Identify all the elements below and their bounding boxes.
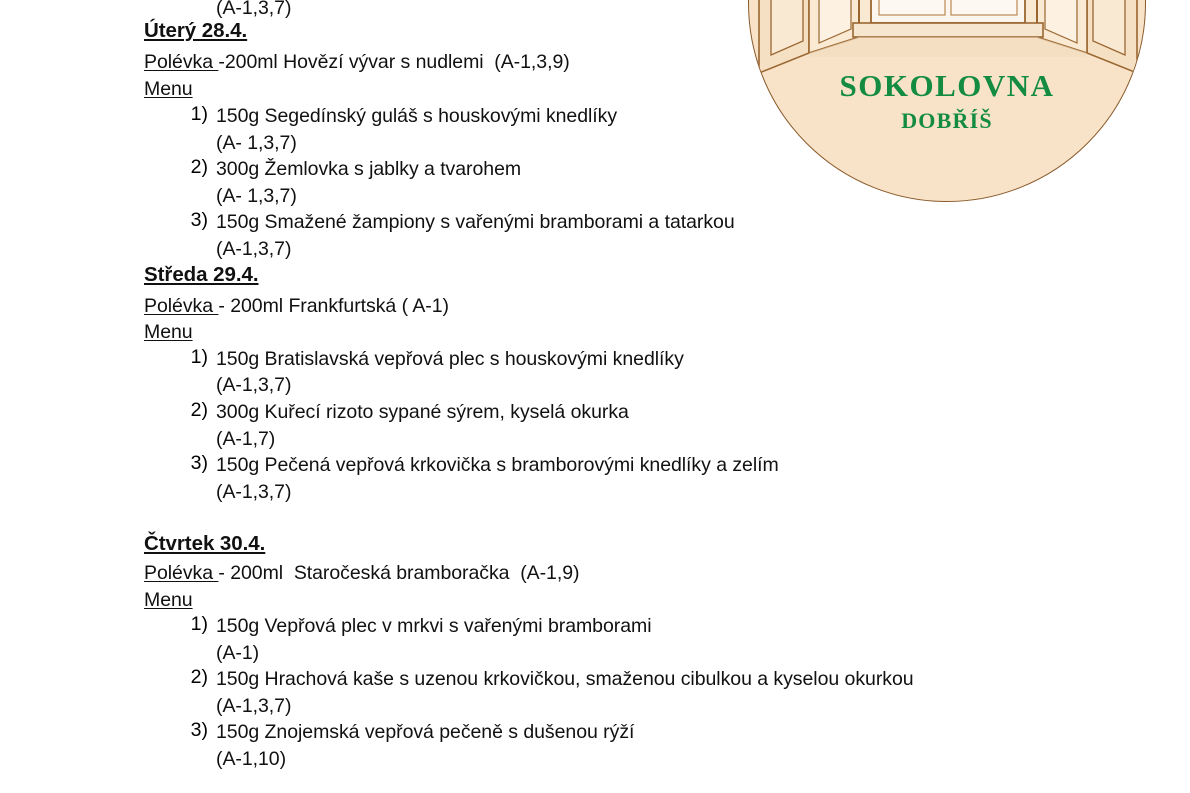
item-number: 3)	[190, 452, 208, 474]
item-number: 3)	[190, 719, 208, 741]
item-name: 150g Smažené žampiony s vařenými bramborami a tatarkou	[216, 211, 735, 233]
menu-label: Menu	[144, 589, 193, 611]
item-allergens: (A-1,3,7)	[216, 238, 292, 260]
item-name: 150g Pečená vepřová krkovička s bramborovými knedlíky a zelím	[216, 454, 779, 476]
soup-label: Polévka	[144, 295, 219, 317]
item-name: 150g Bratislavská vepřová plec s houskovými knedlíky	[216, 348, 684, 370]
item-name: 150g Hrachová kaše s uzenou krkovičkou, smaženou cibulkou a kyselou okurkou	[216, 668, 914, 690]
item-number: 1)	[190, 103, 208, 125]
item-name: 150g Vepřová plec v mrkvi s vařenými bramborami	[216, 615, 652, 637]
item-name: 150g Znojemská vepřová pečeně s dušenou rýží	[216, 721, 635, 743]
menu-label: Menu	[144, 78, 193, 100]
item-allergens: (A- 1,3,7)	[216, 132, 297, 154]
soup-text: - 200ml Frankfurtská ( A-1)	[218, 295, 449, 317]
soup-label: Polévka	[144, 51, 219, 73]
soup-text: -200ml Hovězí vývar s nudlemi (A-1,3,9)	[218, 51, 570, 73]
soup-line	[144, 293, 449, 320]
item-allergens: (A-1,3,7)	[216, 481, 292, 503]
item-allergens: (A-1,10)	[216, 748, 287, 770]
menu-label: Menu	[144, 321, 193, 343]
day-heading: Úterý 28.4.	[144, 19, 248, 42]
item-number: 2)	[190, 666, 208, 688]
sokolovna-logo	[748, 0, 1146, 202]
item-allergens: (A-1)	[216, 642, 260, 664]
soup-line	[144, 49, 570, 76]
logo-title: SOKOLOVNA	[839, 68, 1055, 103]
day-heading: Čtvrtek 30.4.	[144, 532, 266, 555]
item-allergens: (A- 1,3,7)	[216, 185, 297, 207]
item-name: 300g Žemlovka s jablky a tvarohem	[216, 158, 522, 180]
item-number: 2)	[190, 399, 208, 421]
item-allergens: (A-1,7)	[216, 428, 276, 450]
soup-label: Polévka	[144, 562, 219, 584]
item-number: 2)	[190, 156, 208, 178]
orphan-allergen-line: (A-1,3,7)	[216, 0, 292, 19]
day-heading: Středa 29.4.	[144, 263, 259, 286]
item-allergens: (A-1,3,7)	[216, 374, 292, 396]
item-number: 1)	[190, 346, 208, 368]
logo-subtitle: DOBŘÍŠ	[901, 108, 993, 133]
item-number: 3)	[190, 209, 208, 231]
item-name: 300g Kuřecí rizoto sypané sýrem, kyselá okurka	[216, 401, 629, 423]
item-number: 1)	[190, 613, 208, 635]
soup-text: - 200ml Staročeská bramboračka (A-1,9)	[218, 562, 580, 584]
item-name: 150g Segedínský guláš s houskovými knedlíky	[216, 105, 618, 127]
soup-line	[144, 560, 579, 587]
item-allergens: (A-1,3,7)	[216, 695, 292, 717]
